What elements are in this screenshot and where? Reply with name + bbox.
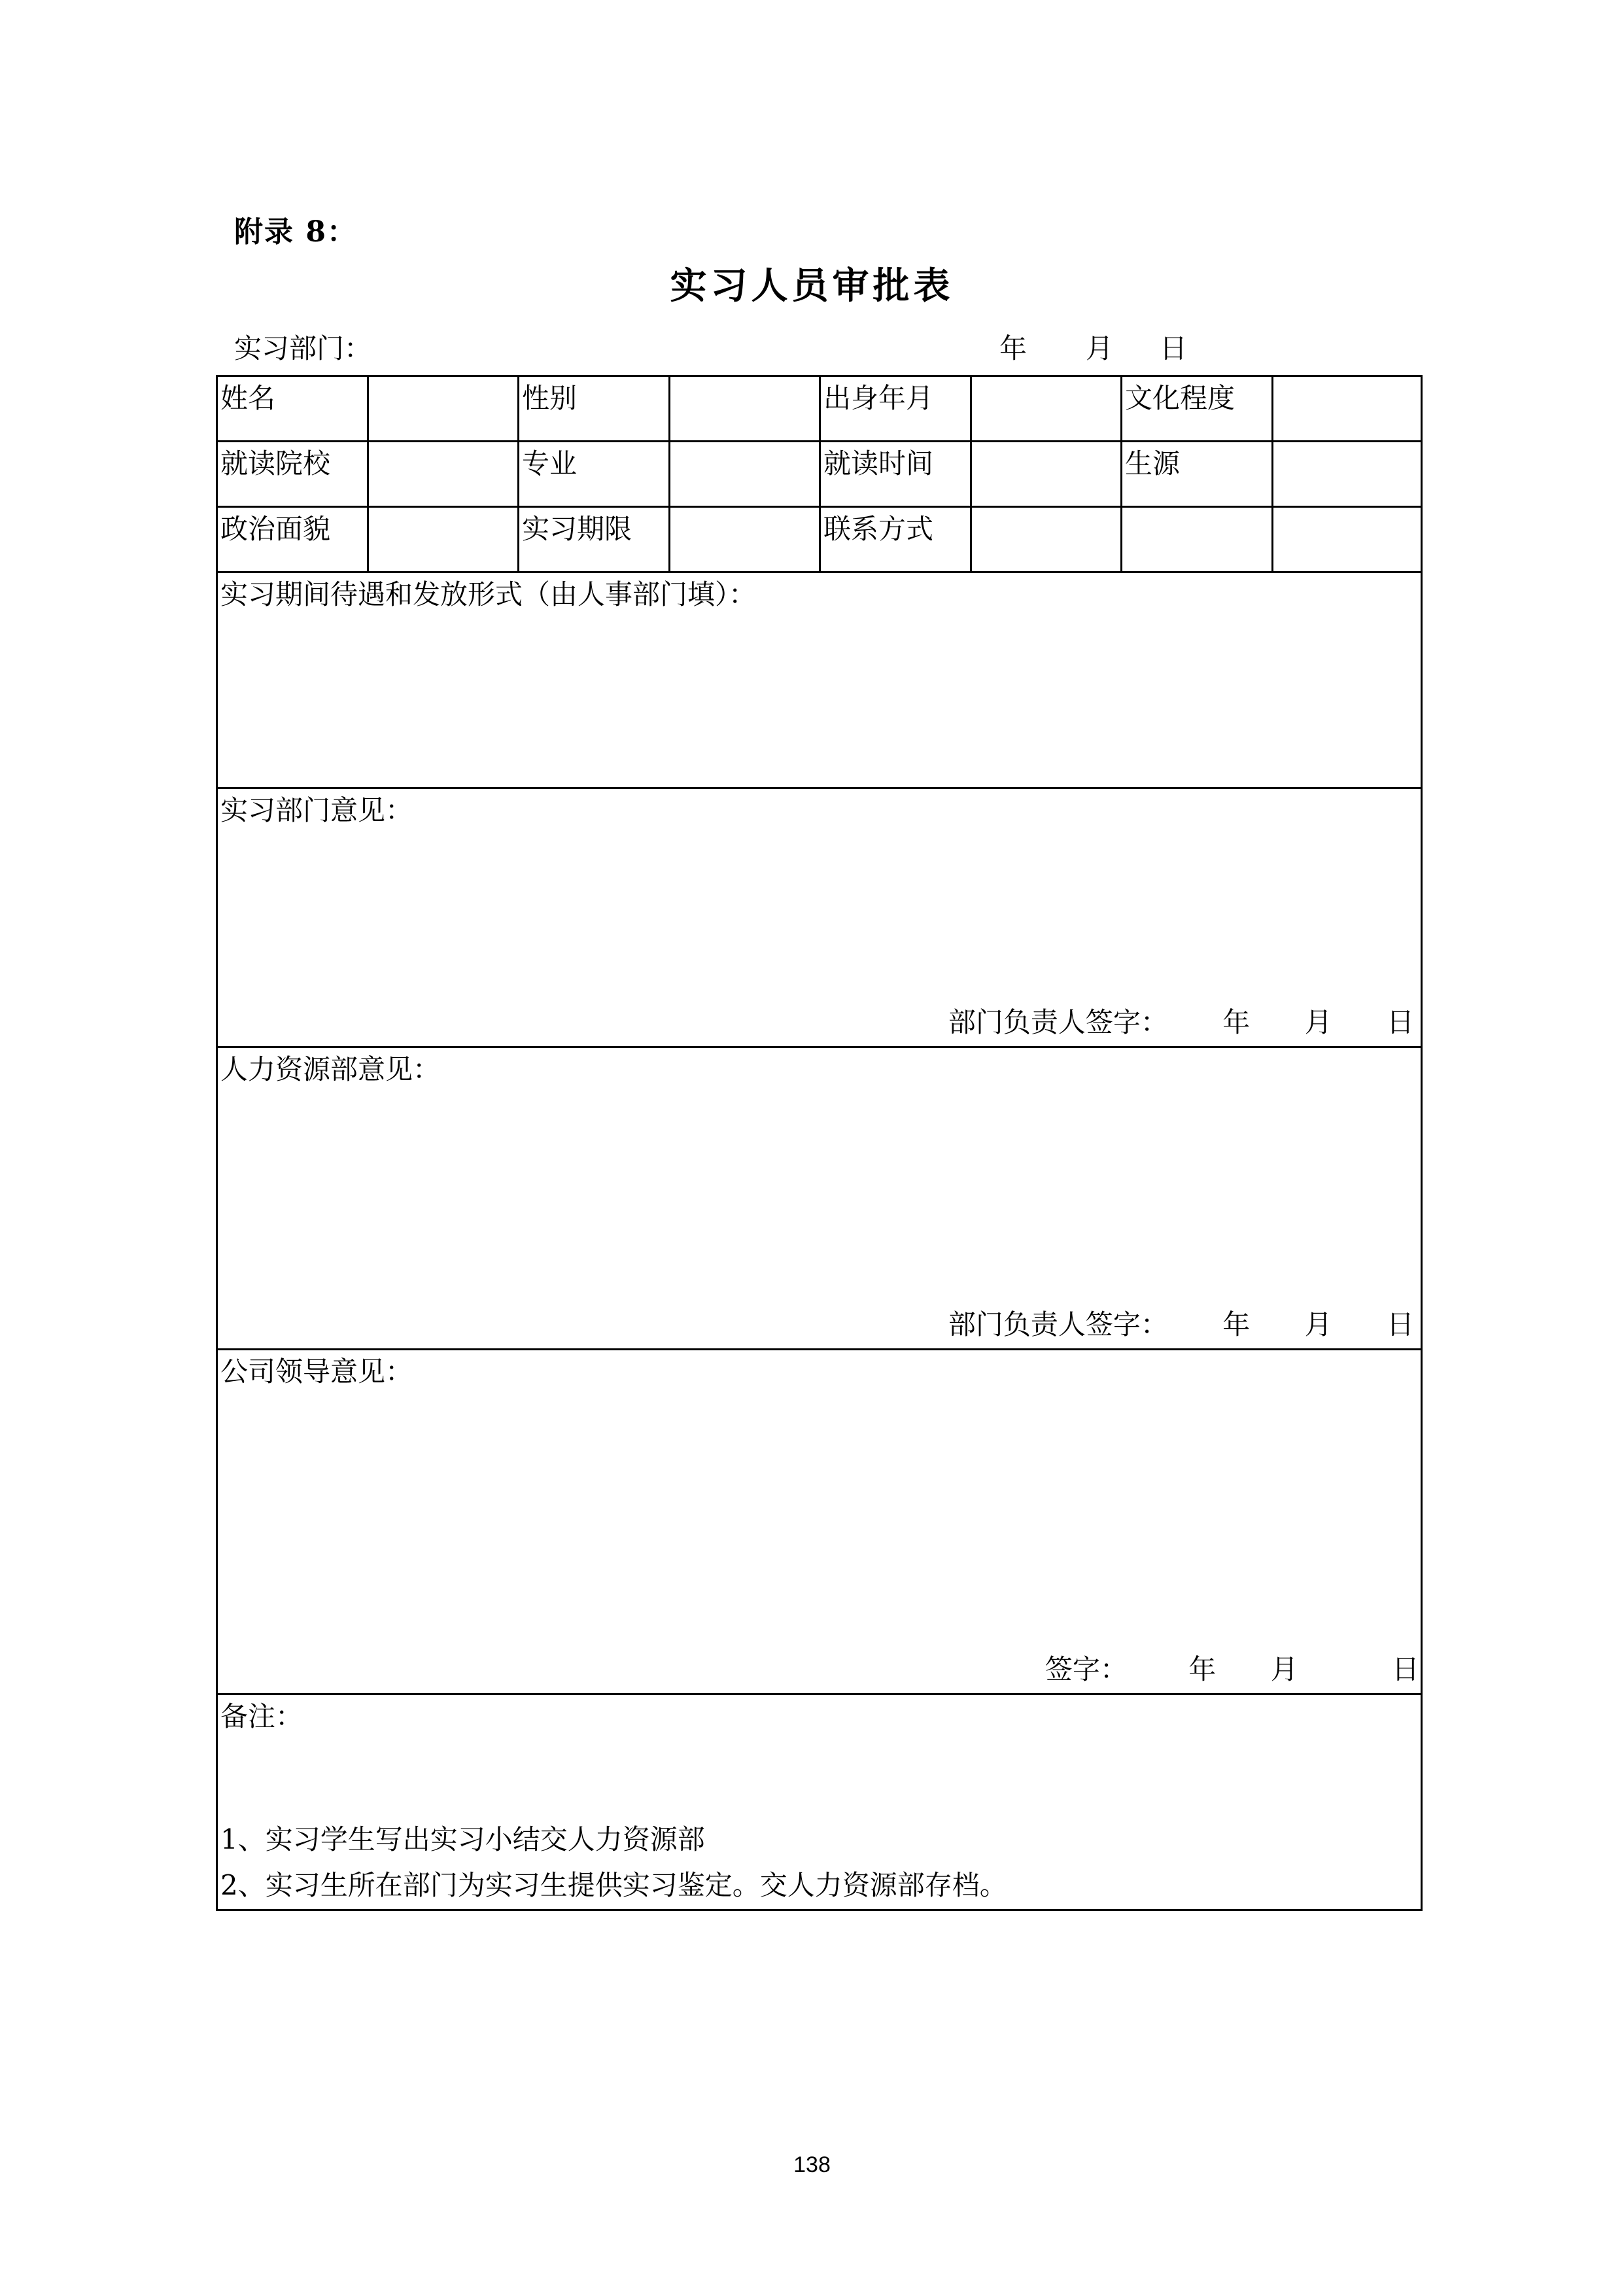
internship-term-field[interactable]	[670, 507, 820, 572]
leader-sign-month: 月	[1270, 1653, 1298, 1686]
hr-sign-day: 日	[1386, 1308, 1414, 1341]
dept-sign-year: 年	[1222, 1006, 1251, 1039]
blank-cell[interactable]	[1273, 507, 1422, 572]
political-status-field[interactable]	[368, 507, 519, 572]
label-political-status: 政治面貌	[217, 507, 368, 572]
hr-opinion-section[interactable]	[217, 1047, 1422, 1350]
dept-opinion-row	[217, 788, 1422, 1047]
dept-sign-day: 日	[1386, 1006, 1414, 1039]
label-contact: 联系方式	[820, 507, 971, 572]
contact-field[interactable]	[971, 507, 1122, 572]
hr-sign-month: 月	[1304, 1308, 1332, 1341]
hr-signature-line	[948, 1307, 1414, 1343]
remarks-label: 备注：	[220, 1700, 303, 1732]
label-major: 专业	[519, 442, 670, 507]
leader-sign-year: 年	[1188, 1653, 1217, 1686]
dept-sign-label: 部门负责人签字：	[948, 1006, 1168, 1039]
label-birth: 出身年月	[820, 376, 971, 442]
remarks-row	[217, 1694, 1422, 1910]
study-period-field[interactable]	[971, 442, 1122, 507]
page-number: 138	[793, 2152, 831, 2177]
major-field[interactable]	[670, 442, 820, 507]
compensation-row	[217, 572, 1422, 788]
origin-field[interactable]	[1273, 442, 1422, 507]
hr-opinion-label: 人力资源部意见：	[220, 1053, 441, 1085]
leader-signature-line	[1045, 1652, 1419, 1688]
label-school: 就读院校	[217, 442, 368, 507]
label-name: 姓名	[217, 376, 368, 442]
school-field[interactable]	[368, 442, 519, 507]
birth-field[interactable]	[971, 376, 1122, 442]
leader-sign-day: 日	[1391, 1653, 1419, 1686]
header-month: 月	[1086, 332, 1114, 364]
hr-sign-year: 年	[1222, 1308, 1251, 1341]
leader-sign-label: 签字：	[1045, 1653, 1128, 1686]
label-education: 文化程度	[1122, 376, 1273, 442]
hr-opinion-row	[217, 1047, 1422, 1350]
dept-sign-month: 月	[1304, 1006, 1332, 1039]
header-year: 年	[999, 332, 1028, 364]
remark-item: 2、实习生所在部门为实习生提供实习鉴定。交人力资源部存档。	[220, 1869, 1007, 1901]
department-label: 实习部门：	[234, 332, 372, 364]
compensation-section[interactable]	[217, 572, 1422, 788]
appendix-label: 附录 8：	[234, 215, 357, 249]
blank-cell[interactable]	[1122, 507, 1273, 572]
education-field[interactable]	[1273, 376, 1422, 442]
info-row	[217, 507, 1422, 572]
label-study-period: 就读时间	[820, 442, 971, 507]
compensation-label: 实习期间待遇和发放形式（由人事部门填）：	[220, 578, 757, 610]
label-internship-term: 实习期限	[519, 507, 670, 572]
header-day: 日	[1160, 332, 1188, 364]
approval-form-table	[216, 375, 1423, 1911]
label-gender: 性别	[519, 376, 670, 442]
info-row	[217, 376, 1422, 442]
name-field[interactable]	[368, 376, 519, 442]
label-origin: 生源	[1122, 442, 1273, 507]
leader-opinion-row	[217, 1350, 1422, 1694]
remark-item: 1、实习学生写出实习小结交人力资源部	[220, 1823, 705, 1855]
info-row	[217, 442, 1422, 507]
page-title: 实习人员审批表	[670, 264, 954, 307]
remarks-section	[217, 1694, 1422, 1910]
dept-opinion-label: 实习部门意见：	[220, 794, 413, 826]
leader-opinion-section[interactable]	[217, 1350, 1422, 1694]
gender-field[interactable]	[670, 376, 820, 442]
dept-opinion-section[interactable]	[217, 788, 1422, 1047]
dept-signature-line	[948, 1005, 1414, 1041]
hr-sign-label: 部门负责人签字：	[948, 1308, 1168, 1341]
leader-opinion-label: 公司领导意见：	[220, 1356, 413, 1388]
